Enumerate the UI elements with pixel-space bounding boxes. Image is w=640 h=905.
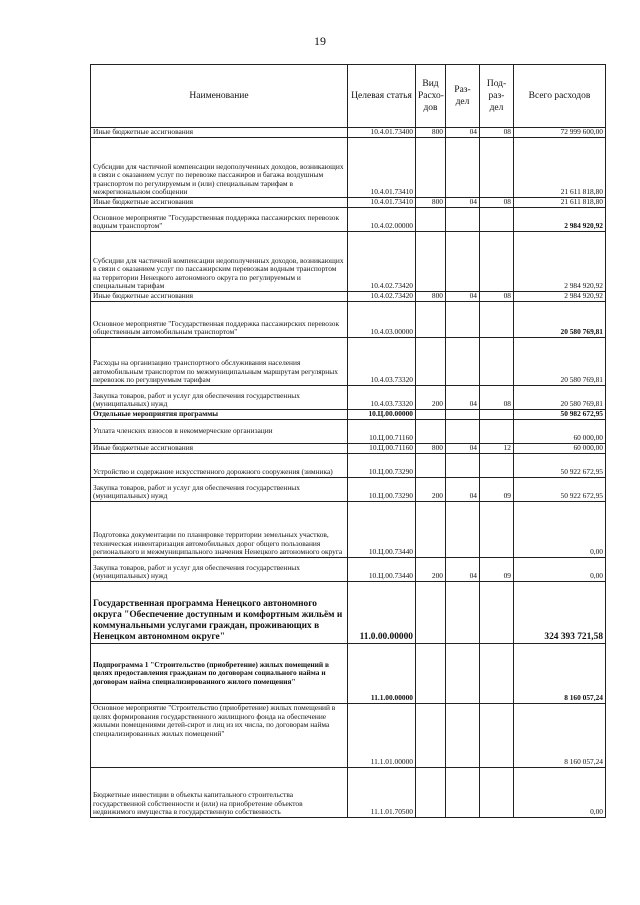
row-kind bbox=[416, 208, 446, 232]
row-kind: 800 bbox=[416, 128, 446, 138]
row-name: Субсидии для частичной компенсации недополученных доходов, возникающих в связи с оказанием услуг по пассажирским перевозкам водным транспортом на территории Ненецкого автономного округа по регулируемым и специальным тарифам bbox=[91, 232, 348, 292]
row-subsection bbox=[480, 582, 514, 644]
row-name: Закупка товаров, работ и услуг для обеспечения государственных (муниципальных) нужд bbox=[91, 478, 348, 502]
row-sum: 60 000,00 bbox=[514, 444, 606, 454]
table-row bbox=[91, 302, 606, 338]
row-subsection: 08 bbox=[480, 128, 514, 138]
table-row bbox=[91, 582, 606, 644]
row-code: 11.1.00.00000 bbox=[348, 644, 416, 704]
row-sum: 2 984 920,92 bbox=[514, 292, 606, 302]
table-row bbox=[91, 410, 606, 420]
row-code: 10.Ц.00.00000 bbox=[348, 410, 416, 420]
row-sum: 50 922 672,95 bbox=[514, 478, 606, 502]
row-code: 10.4.03.00000 bbox=[348, 302, 416, 338]
row-name: Иные бюджетные ассигнования bbox=[91, 198, 348, 208]
row-name: Основное мероприятие "Государственная поддержка пассажирских перевозок водным транспортом" bbox=[91, 208, 348, 232]
row-section: 04 bbox=[446, 198, 480, 208]
row-sum: 2 984 920,92 bbox=[514, 232, 606, 292]
row-sum: 8 160 057,24 bbox=[514, 644, 606, 704]
row-code: 10.4.01.73410 bbox=[348, 198, 416, 208]
row-sum: 2 984 920,92 bbox=[514, 208, 606, 232]
row-subsection: 08 bbox=[480, 386, 514, 410]
table-row bbox=[91, 208, 606, 232]
row-section bbox=[446, 138, 480, 198]
row-name: Отдельные мероприятия программы bbox=[91, 410, 348, 420]
row-sum: 20 580 769,81 bbox=[514, 302, 606, 338]
row-name: Бюджетные инвестиции в объекты капитального строительства государственной собственности и (или) на приобретение объектов недвижимого имущества в государственную собственность bbox=[91, 768, 348, 818]
table-row bbox=[91, 558, 606, 582]
table-header-row bbox=[91, 65, 606, 128]
row-name: Закупка товаров, работ и услуг для обеспечения государственных (муниципальных) нужд bbox=[91, 386, 348, 410]
header-subsection: Под-раз-дел bbox=[480, 65, 514, 128]
row-section: 04 bbox=[446, 444, 480, 454]
row-sum: 21 611 818,80 bbox=[514, 138, 606, 198]
row-code: 10.4.03.73320 bbox=[348, 386, 416, 410]
row-sum: 0,00 bbox=[514, 502, 606, 558]
table-row bbox=[91, 454, 606, 478]
row-section bbox=[446, 232, 480, 292]
row-kind: 200 bbox=[416, 558, 446, 582]
budget-table bbox=[90, 64, 606, 818]
row-sum: 8 160 057,24 bbox=[514, 704, 606, 768]
table-row bbox=[91, 138, 606, 198]
row-section: 04 bbox=[446, 292, 480, 302]
row-sum: 50 922 672,95 bbox=[514, 454, 606, 478]
row-section bbox=[446, 768, 480, 818]
row-code: 10.Ц.00.73290 bbox=[348, 454, 416, 478]
row-subsection bbox=[480, 454, 514, 478]
table-row bbox=[91, 386, 606, 410]
table-row bbox=[91, 232, 606, 292]
table-row bbox=[91, 704, 606, 768]
row-kind bbox=[416, 644, 446, 704]
row-sum: 60 000,00 bbox=[514, 420, 606, 444]
header-section: Раз-дел bbox=[446, 65, 480, 128]
row-name: Иные бюджетные ассигнования bbox=[91, 292, 348, 302]
row-section bbox=[446, 644, 480, 704]
table-row bbox=[91, 128, 606, 138]
row-subsection: 09 bbox=[480, 558, 514, 582]
table-row bbox=[91, 478, 606, 502]
row-sum: 0,00 bbox=[514, 768, 606, 818]
row-section: 04 bbox=[446, 386, 480, 410]
row-kind bbox=[416, 502, 446, 558]
row-kind bbox=[416, 232, 446, 292]
row-subsection bbox=[480, 644, 514, 704]
row-name: Закупка товаров, работ и услуг для обеспечения государственных (муниципальных) нужд bbox=[91, 558, 348, 582]
row-name: Субсидии для частичной компенсации недополученных доходов, возникающих в связи с оказанием услуг по перевозке пассажиров и багажа воздушным транспортом по регулируемым и (или) специальным тарифам в межрегиональном сообщении bbox=[91, 138, 348, 198]
row-code: 11.1.01.70500 bbox=[348, 768, 416, 818]
row-sum: 20 580 769,81 bbox=[514, 386, 606, 410]
row-code: 10.4.01.73410 bbox=[348, 138, 416, 198]
row-kind bbox=[416, 420, 446, 444]
row-section bbox=[446, 410, 480, 420]
row-code: 10.Ц.00.73440 bbox=[348, 502, 416, 558]
row-kind bbox=[416, 582, 446, 644]
row-kind bbox=[416, 138, 446, 198]
row-code: 10.4.02.73420 bbox=[348, 232, 416, 292]
table-row bbox=[91, 502, 606, 558]
row-name: Устройство и содержание искусственного дорожного сооружения (зимника) bbox=[91, 454, 348, 478]
row-name: Основное мероприятие "Строительство (приобретение) жилых помещений в целях формирования государственного жилищного фонда на обеспечение жилыми помещениями детей-сирот и лиц из их числа, по договорам найма специализированных жилых помещений" bbox=[91, 704, 348, 768]
row-sum: 50 982 672,95 bbox=[514, 410, 606, 420]
row-section: 04 bbox=[446, 128, 480, 138]
row-kind: 800 bbox=[416, 198, 446, 208]
row-kind: 200 bbox=[416, 386, 446, 410]
row-section bbox=[446, 208, 480, 232]
row-section: 04 bbox=[446, 478, 480, 502]
row-code: 10.Ц.00.73440 bbox=[348, 558, 416, 582]
row-code: 10.Ц.00.71160 bbox=[348, 420, 416, 444]
table-row bbox=[91, 198, 606, 208]
row-sum: 20 580 769,81 bbox=[514, 338, 606, 386]
table-row bbox=[91, 444, 606, 454]
row-code: 10.Ц.00.71160 bbox=[348, 444, 416, 454]
row-subsection: 08 bbox=[480, 292, 514, 302]
row-subsection: 08 bbox=[480, 198, 514, 208]
row-code: 10.4.01.73400 bbox=[348, 128, 416, 138]
row-subsection bbox=[480, 704, 514, 768]
row-subsection bbox=[480, 208, 514, 232]
row-subsection bbox=[480, 338, 514, 386]
row-sum: 72 999 600,00 bbox=[514, 128, 606, 138]
row-subsection bbox=[480, 138, 514, 198]
row-name: Подготовка документации по планировке территории земельных участков, техническая инвентаризация автомобильных дорог общего пользования регионального и межмуниципального значения Ненецкого автономного округа bbox=[91, 502, 348, 558]
row-subsection: 09 bbox=[480, 478, 514, 502]
row-section bbox=[446, 338, 480, 386]
row-section bbox=[446, 502, 480, 558]
row-kind bbox=[416, 704, 446, 768]
row-name: Иные бюджетные ассигнования bbox=[91, 128, 348, 138]
row-subsection bbox=[480, 302, 514, 338]
row-kind bbox=[416, 454, 446, 478]
row-code: 11.1.01.00000 bbox=[348, 704, 416, 768]
row-section bbox=[446, 582, 480, 644]
row-name: Государственная программа Ненецкого автономного округа "Обеспечение доступным и комфортным жильём и коммунальными услугами граждан, проживающих в Ненецком автономном округе" bbox=[91, 582, 348, 644]
row-section: 04 bbox=[446, 558, 480, 582]
row-code: 10.Ц.00.73290 bbox=[348, 478, 416, 502]
row-kind bbox=[416, 338, 446, 386]
header-target: Целевая статья bbox=[348, 65, 416, 128]
row-name: Иные бюджетные ассигнования bbox=[91, 444, 348, 454]
row-subsection bbox=[480, 768, 514, 818]
row-kind bbox=[416, 410, 446, 420]
row-kind bbox=[416, 768, 446, 818]
row-kind bbox=[416, 302, 446, 338]
row-kind: 800 bbox=[416, 292, 446, 302]
row-kind: 200 bbox=[416, 478, 446, 502]
row-sum: 324 393 721,58 bbox=[514, 582, 606, 644]
row-subsection bbox=[480, 502, 514, 558]
row-section bbox=[446, 302, 480, 338]
row-subsection: 12 bbox=[480, 444, 514, 454]
row-name: Расходы на организацию транспортного обслуживания населения автомобильным транспортом по межмуниципальным маршрутам регулярных перевозок по регулируемым тарифам bbox=[91, 338, 348, 386]
row-code: 10.4.02.00000 bbox=[348, 208, 416, 232]
row-subsection bbox=[480, 420, 514, 444]
table-row bbox=[91, 768, 606, 818]
row-name: Уплата членских взносов в некоммерческие организации bbox=[91, 420, 348, 444]
header-kind: Вид Расхо-дов bbox=[416, 65, 446, 128]
header-total: Всего расходов bbox=[514, 65, 606, 128]
table-row bbox=[91, 644, 606, 704]
row-subsection bbox=[480, 410, 514, 420]
row-code: 10.4.03.73320 bbox=[348, 338, 416, 386]
row-name: Подпрограмма 1 "Строительство (приобретение) жилых помещений в целях предоставления гражданам по договорам социального найма и договорам найма специализированного жилого помещения" bbox=[91, 644, 348, 704]
row-section bbox=[446, 420, 480, 444]
row-kind: 800 bbox=[416, 444, 446, 454]
row-section bbox=[446, 454, 480, 478]
header-name: Наименование bbox=[91, 65, 348, 128]
table-row bbox=[91, 420, 606, 444]
table-row bbox=[91, 292, 606, 302]
row-sum: 21 611 818,80 bbox=[514, 198, 606, 208]
row-section bbox=[446, 704, 480, 768]
row-code: 11.0.00.00000 bbox=[348, 582, 416, 644]
row-subsection bbox=[480, 232, 514, 292]
row-sum: 0,00 bbox=[514, 558, 606, 582]
row-name: Основное мероприятие "Государственная поддержка пассажирских перевозок общественным автомобильным транспортом" bbox=[91, 302, 348, 338]
page-number: 19 bbox=[314, 34, 326, 48]
row-code: 10.4.02.73420 bbox=[348, 292, 416, 302]
table-row bbox=[91, 338, 606, 386]
